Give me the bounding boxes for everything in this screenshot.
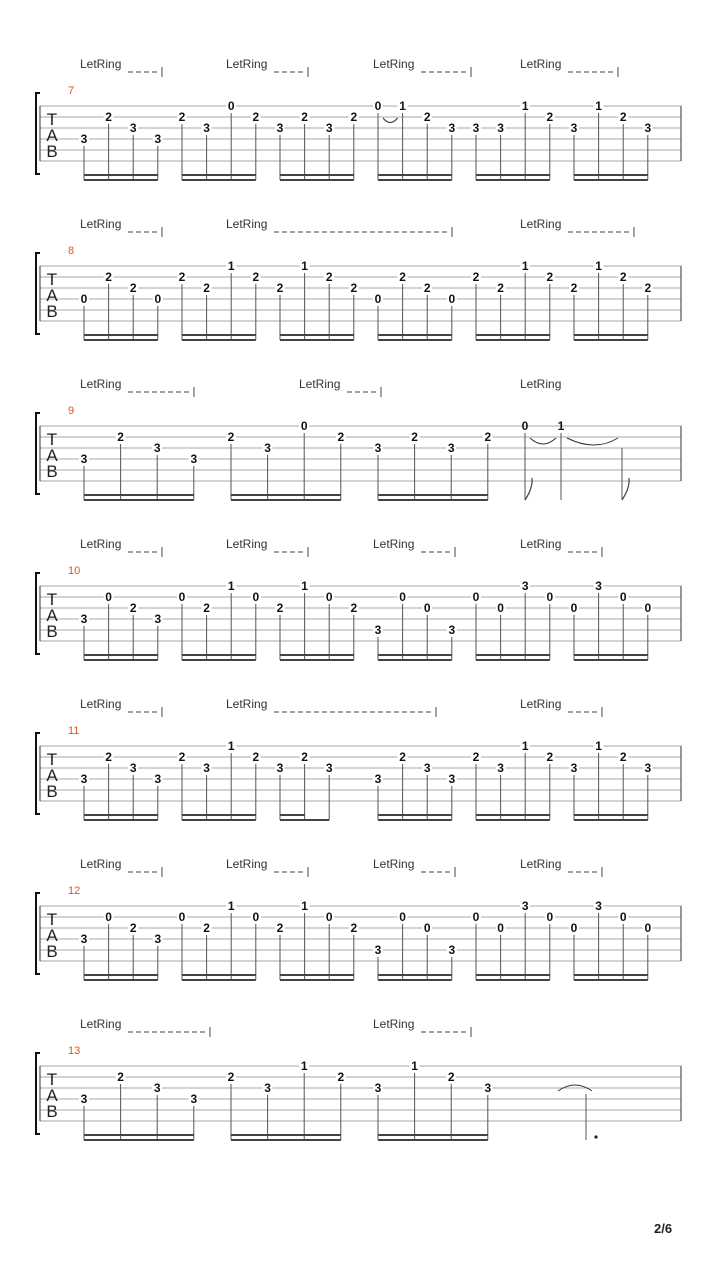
fret-number: 1 bbox=[227, 579, 235, 593]
let-ring-label: LetRing bbox=[373, 57, 415, 71]
tab-clef-letter: A bbox=[46, 1086, 58, 1105]
let-ring-label: LetRing bbox=[373, 857, 415, 871]
let-ring-label: LetRing bbox=[373, 1017, 415, 1031]
measure-number: 10 bbox=[68, 565, 81, 577]
fret-number: 2 bbox=[350, 601, 358, 615]
fret-number: 2 bbox=[301, 750, 308, 764]
fret-number: 3 bbox=[448, 623, 456, 637]
tab-clef-letter: B bbox=[46, 782, 58, 801]
fret-number: 1 bbox=[399, 99, 406, 113]
let-ring-label: LetRing bbox=[80, 697, 122, 711]
fret-number: 3 bbox=[374, 943, 382, 957]
let-ring-label: LetRing bbox=[80, 377, 122, 391]
system-brace bbox=[36, 1053, 40, 1134]
fret-number: 0 bbox=[105, 590, 112, 604]
fret-number: 3 bbox=[203, 761, 210, 775]
fret-number: 0 bbox=[325, 910, 333, 924]
fret-number: 2 bbox=[484, 430, 492, 444]
fret-number: 0 bbox=[300, 419, 308, 433]
fret-number: 1 bbox=[227, 259, 235, 273]
fret-number: 0 bbox=[570, 601, 578, 615]
fret-number: 2 bbox=[350, 281, 358, 295]
fret-number: 1 bbox=[227, 739, 235, 753]
fret-number: 2 bbox=[129, 921, 137, 935]
fret-number: 2 bbox=[497, 281, 504, 295]
fret-number: 2 bbox=[472, 750, 480, 764]
fret-number: 2 bbox=[619, 750, 627, 764]
tab-clef-letter: A bbox=[46, 286, 58, 305]
system-brace bbox=[36, 893, 40, 974]
let-ring-label: LetRing bbox=[226, 697, 268, 711]
fret-number: 0 bbox=[521, 419, 529, 433]
tab-clef-letter: A bbox=[46, 766, 58, 785]
tab-system-7 bbox=[36, 57, 681, 180]
fret-number: 3 bbox=[80, 452, 88, 466]
fret-number: 0 bbox=[399, 590, 406, 604]
fret-number: 2 bbox=[350, 921, 358, 935]
fret-number: 3 bbox=[521, 579, 529, 593]
fret-number: 1 bbox=[521, 739, 529, 753]
tab-clef-letter: B bbox=[46, 462, 58, 481]
page-number: 2/6 bbox=[654, 1221, 673, 1236]
fret-number: 0 bbox=[472, 590, 480, 604]
fret-number: 3 bbox=[497, 761, 504, 775]
fret-number: 3 bbox=[80, 932, 88, 946]
fret-number: 2 bbox=[472, 270, 480, 284]
fret-number: 1 bbox=[521, 259, 529, 273]
let-ring-label: LetRing bbox=[80, 1017, 122, 1031]
fret-number: 2 bbox=[546, 750, 554, 764]
fret-number: 3 bbox=[154, 132, 162, 146]
fret-number: 2 bbox=[178, 750, 186, 764]
measure-number: 9 bbox=[68, 405, 75, 417]
fret-number: 0 bbox=[105, 910, 112, 924]
fret-number: 2 bbox=[644, 281, 652, 295]
measure-number: 11 bbox=[68, 725, 80, 737]
tab-clef-letter: T bbox=[46, 1070, 58, 1089]
fret-number: 2 bbox=[301, 110, 308, 124]
tab-system-11 bbox=[36, 697, 681, 820]
fret-number: 3 bbox=[190, 1092, 198, 1106]
let-ring-label: LetRing bbox=[226, 537, 268, 551]
fret-number: 3 bbox=[154, 612, 162, 626]
fret-number: 3 bbox=[153, 1081, 161, 1095]
tab-clef-letter: T bbox=[46, 430, 58, 449]
tie bbox=[383, 118, 398, 123]
let-ring-label: LetRing bbox=[520, 217, 562, 231]
fret-number: 2 bbox=[399, 750, 406, 764]
fret-number: 2 bbox=[252, 750, 260, 764]
fret-number: 1 bbox=[301, 259, 308, 273]
fret-number: 0 bbox=[497, 921, 504, 935]
fret-number: 0 bbox=[570, 921, 578, 935]
fret-number: 0 bbox=[252, 910, 260, 924]
tab-clef-letter: T bbox=[46, 590, 58, 609]
fret-number: 3 bbox=[521, 899, 529, 913]
fret-number: 3 bbox=[374, 441, 382, 455]
fret-number: 3 bbox=[154, 932, 162, 946]
fret-number: 0 bbox=[374, 99, 382, 113]
fret-number: 3 bbox=[80, 612, 88, 626]
fret-number: 3 bbox=[644, 121, 652, 135]
fret-number: 3 bbox=[203, 121, 210, 135]
fret-number: 3 bbox=[595, 579, 602, 593]
fret-number: 3 bbox=[129, 121, 137, 135]
fret-number: 0 bbox=[374, 292, 382, 306]
dot bbox=[594, 1135, 597, 1138]
fret-number: 0 bbox=[472, 910, 480, 924]
system-brace bbox=[36, 573, 40, 654]
fret-number: 0 bbox=[644, 601, 652, 615]
measure-number: 7 bbox=[68, 85, 75, 97]
fret-number: 1 bbox=[301, 579, 308, 593]
tab-clef-letter: B bbox=[46, 942, 58, 961]
fret-number: 3 bbox=[497, 121, 504, 135]
fret-number: 3 bbox=[154, 772, 162, 786]
tab-system-12 bbox=[36, 857, 681, 980]
fret-number: 3 bbox=[448, 943, 456, 957]
fret-number: 2 bbox=[276, 281, 284, 295]
fret-number: 2 bbox=[423, 281, 431, 295]
fret-number: 3 bbox=[374, 1081, 382, 1095]
fret-number: 0 bbox=[80, 292, 88, 306]
fret-number: 3 bbox=[325, 761, 333, 775]
fret-number: 2 bbox=[411, 430, 418, 444]
let-ring-label: LetRing bbox=[520, 57, 562, 71]
let-ring-label: LetRing bbox=[373, 537, 415, 551]
fret-number: 2 bbox=[227, 430, 235, 444]
tab-clef-letter: B bbox=[46, 1102, 58, 1121]
fret-number: 2 bbox=[117, 1070, 124, 1084]
fret-number: 1 bbox=[227, 899, 235, 913]
fret-number: 3 bbox=[374, 772, 382, 786]
fret-number: 3 bbox=[264, 1081, 271, 1095]
tie bbox=[567, 438, 618, 445]
system-brace bbox=[36, 253, 40, 334]
fret-number: 3 bbox=[448, 772, 456, 786]
fret-number: 3 bbox=[448, 121, 456, 135]
fret-number: 2 bbox=[178, 270, 186, 284]
fret-number: 3 bbox=[153, 441, 161, 455]
fret-number: 3 bbox=[80, 132, 88, 146]
fret-number: 2 bbox=[350, 110, 358, 124]
fret-number: 3 bbox=[325, 121, 333, 135]
fret-number: 2 bbox=[570, 281, 578, 295]
fret-number: 1 bbox=[300, 1059, 308, 1073]
fret-number: 3 bbox=[129, 761, 137, 775]
fret-number: 3 bbox=[570, 121, 578, 135]
fret-number: 3 bbox=[570, 761, 578, 775]
let-ring-label: LetRing bbox=[520, 857, 562, 871]
let-ring-label: LetRing bbox=[299, 377, 341, 391]
fret-number: 2 bbox=[178, 110, 186, 124]
tab-clef-letter: T bbox=[46, 270, 58, 289]
fret-number: 1 bbox=[557, 419, 565, 433]
fret-number: 1 bbox=[301, 899, 308, 913]
tab-clef-letter: A bbox=[46, 126, 58, 145]
fret-number: 3 bbox=[484, 1081, 492, 1095]
fret-number: 0 bbox=[178, 910, 186, 924]
fret-number: 0 bbox=[497, 601, 504, 615]
fret-number: 2 bbox=[447, 1070, 455, 1084]
fret-number: 3 bbox=[644, 761, 652, 775]
fret-number: 3 bbox=[447, 441, 455, 455]
fret-number: 0 bbox=[227, 99, 235, 113]
fret-number: 0 bbox=[619, 910, 627, 924]
fret-number: 2 bbox=[203, 281, 210, 295]
fret-number: 1 bbox=[411, 1059, 418, 1073]
fret-number: 2 bbox=[276, 601, 284, 615]
fret-number: 2 bbox=[105, 270, 112, 284]
fret-number: 3 bbox=[374, 623, 382, 637]
tab-clef-letter: T bbox=[46, 750, 58, 769]
let-ring-label: LetRing bbox=[80, 217, 122, 231]
fret-number: 2 bbox=[325, 270, 333, 284]
fret-number: 3 bbox=[80, 1092, 88, 1106]
tab-system-13 bbox=[36, 1017, 681, 1140]
fret-number: 0 bbox=[423, 601, 431, 615]
fret-number: 0 bbox=[178, 590, 186, 604]
let-ring-label: LetRing bbox=[520, 377, 562, 391]
fret-number: 3 bbox=[276, 121, 284, 135]
tab-system-8 bbox=[36, 217, 681, 340]
fret-number: 2 bbox=[252, 270, 260, 284]
fret-number: 0 bbox=[252, 590, 260, 604]
fret-number: 2 bbox=[399, 270, 406, 284]
tab-system-9 bbox=[36, 377, 681, 500]
fret-number: 2 bbox=[337, 1070, 345, 1084]
fret-number: 2 bbox=[423, 110, 431, 124]
fret-number: 0 bbox=[619, 590, 627, 604]
fret-number: 2 bbox=[129, 601, 137, 615]
let-ring-label: LetRing bbox=[80, 57, 122, 71]
fret-number: 0 bbox=[644, 921, 652, 935]
fret-number: 1 bbox=[595, 259, 602, 273]
fret-number: 0 bbox=[546, 590, 554, 604]
fret-number: 2 bbox=[203, 921, 210, 935]
fret-number: 2 bbox=[546, 110, 554, 124]
fret-number: 2 bbox=[129, 281, 137, 295]
let-ring-label: LetRing bbox=[80, 537, 122, 551]
fret-number: 2 bbox=[252, 110, 260, 124]
tab-clef-letter: B bbox=[46, 142, 58, 161]
measure-number: 12 bbox=[68, 885, 81, 897]
fret-number: 0 bbox=[423, 921, 431, 935]
system-brace bbox=[36, 413, 40, 494]
measure-number: 8 bbox=[68, 245, 75, 257]
tab-clef-letter: B bbox=[46, 622, 58, 641]
fret-number: 0 bbox=[325, 590, 333, 604]
let-ring-label: LetRing bbox=[520, 697, 562, 711]
let-ring-label: LetRing bbox=[226, 857, 268, 871]
tie bbox=[530, 438, 556, 444]
fret-number: 2 bbox=[117, 430, 124, 444]
fret-number: 3 bbox=[190, 452, 198, 466]
fret-number: 2 bbox=[337, 430, 345, 444]
system-brace bbox=[36, 93, 40, 174]
fret-number: 2 bbox=[619, 110, 627, 124]
fret-number: 1 bbox=[521, 99, 529, 113]
tab-clef-letter: A bbox=[46, 446, 58, 465]
let-ring-label: LetRing bbox=[80, 857, 122, 871]
measure-number: 13 bbox=[68, 1045, 81, 1057]
fret-number: 1 bbox=[595, 739, 602, 753]
fret-number: 2 bbox=[105, 110, 112, 124]
tab-system-10 bbox=[36, 537, 681, 660]
fret-number: 2 bbox=[203, 601, 210, 615]
fret-number: 3 bbox=[276, 761, 284, 775]
fret-number: 3 bbox=[472, 121, 480, 135]
let-ring-label: LetRing bbox=[226, 57, 268, 71]
fret-number: 3 bbox=[595, 899, 602, 913]
system-brace bbox=[36, 733, 40, 814]
fret-number: 0 bbox=[546, 910, 554, 924]
fret-number: 0 bbox=[448, 292, 456, 306]
fret-number: 3 bbox=[264, 441, 271, 455]
tab-clef-letter: B bbox=[46, 302, 58, 321]
fret-number: 2 bbox=[276, 921, 284, 935]
tab-clef-letter: A bbox=[46, 926, 58, 945]
tab-clef-letter: A bbox=[46, 606, 58, 625]
fret-number: 2 bbox=[546, 270, 554, 284]
fret-number: 2 bbox=[619, 270, 627, 284]
fret-number: 3 bbox=[423, 761, 431, 775]
fret-number: 1 bbox=[595, 99, 602, 113]
fret-number: 3 bbox=[80, 772, 88, 786]
fret-number: 2 bbox=[105, 750, 112, 764]
let-ring-label: LetRing bbox=[520, 537, 562, 551]
fret-number: 0 bbox=[399, 910, 406, 924]
fret-number: 0 bbox=[154, 292, 162, 306]
let-ring-label: LetRing bbox=[226, 217, 268, 231]
fret-number: 2 bbox=[227, 1070, 235, 1084]
tab-clef-letter: T bbox=[46, 110, 58, 129]
tab-clef-letter: T bbox=[46, 910, 58, 929]
